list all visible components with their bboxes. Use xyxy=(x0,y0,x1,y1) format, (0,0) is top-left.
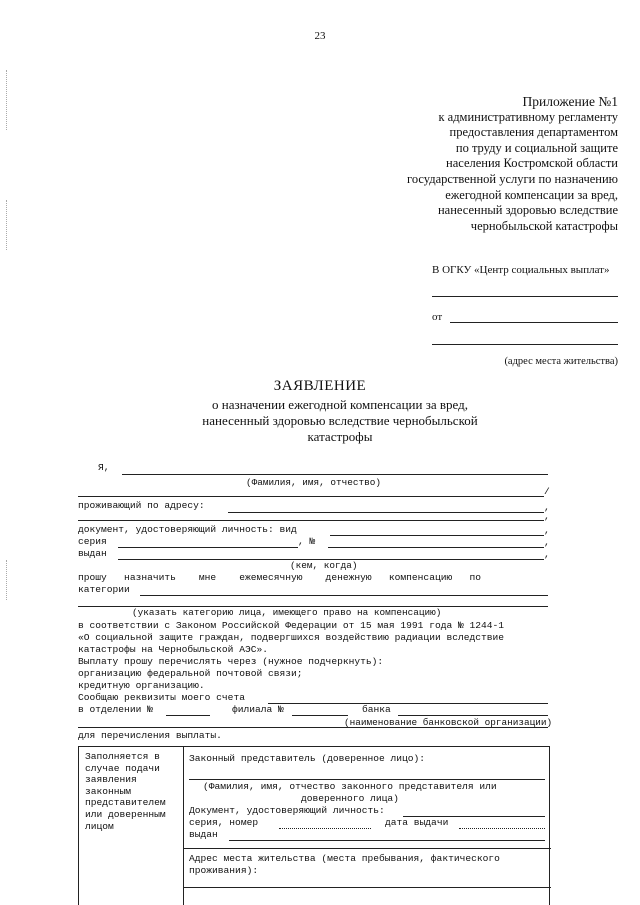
rep-address-line-1: Адрес места жительства (места пребывания, фактического xyxy=(189,853,500,864)
document-type-field[interactable] xyxy=(330,535,544,536)
account-field[interactable] xyxy=(268,703,548,704)
appendix-line: к административному регламенту xyxy=(438,109,618,124)
document-label: документ, удостоверяющий личность: вид xyxy=(78,524,297,535)
subtitle-line: о назначении ежегодной компенсации за вред, xyxy=(212,397,468,412)
filial-field[interactable] xyxy=(292,715,348,716)
rep-issued-label: выдан xyxy=(189,829,218,840)
representative-table xyxy=(78,746,550,905)
category-field[interactable] xyxy=(140,595,548,596)
request-line-1: прошу назначить мне ежемесячную денежную компенсацию по xyxy=(78,572,482,583)
representative-note xyxy=(85,751,179,832)
rep-address-field[interactable] xyxy=(183,887,551,888)
residence-field-line2[interactable] xyxy=(78,520,544,521)
number-field[interactable] xyxy=(328,547,544,548)
addressee-org: В ОГКУ «Центр социальных выплат» xyxy=(432,264,610,276)
bank-field[interactable] xyxy=(398,715,548,716)
appendix-line: населения Костромской области xyxy=(446,156,618,171)
note-line: Заполняется в xyxy=(85,751,160,762)
bank-label: банка xyxy=(362,704,391,715)
appendix-line: государственной услуги по назначению xyxy=(407,171,618,186)
request-line-2: категории xyxy=(78,584,130,595)
bank-caption: (наименование банковской организации) xyxy=(344,717,553,728)
number-label: , № xyxy=(298,536,316,547)
page-number: 23 xyxy=(314,30,326,42)
law-line-1: в соответствии с Законом Российской Федерации от 15 мая 1991 года № 1244-1 xyxy=(78,620,505,631)
note-line: законным xyxy=(85,785,132,797)
rep-fio-field[interactable] xyxy=(189,779,545,780)
address-blank[interactable] xyxy=(432,344,618,345)
rep-date-field[interactable] xyxy=(459,828,545,829)
appendix-line: нанесенный здоровью вследствие xyxy=(437,203,618,218)
branch-field[interactable] xyxy=(166,715,210,716)
law-line-3: катастрофы на Чернобыльской АЭС». xyxy=(78,644,268,655)
from-blank[interactable] xyxy=(450,322,618,323)
margin-mark xyxy=(6,200,7,250)
addressee-blank[interactable] xyxy=(432,296,618,297)
margin-mark xyxy=(6,70,7,130)
address-caption: (адрес места жительства) xyxy=(504,356,618,367)
account-label: Сообщаю реквизиты моего счета xyxy=(78,692,245,703)
payment-method-line: Выплату прошу перечислять через (нужное подчеркнуть): xyxy=(78,656,384,667)
rep-series-field[interactable] xyxy=(279,828,371,829)
fio-field[interactable] xyxy=(122,474,548,475)
address-label: проживающий по адресу: xyxy=(78,500,205,511)
option-credit[interactable]: кредитную организацию. xyxy=(78,680,205,691)
appendix-line: ежегодной компенсации за вред, xyxy=(445,187,618,202)
rep-fio-caption-2: доверенного лица) xyxy=(301,793,399,804)
for-payment-label: для перечисления выплаты. xyxy=(78,730,222,741)
rep-date-label: дата выдачи xyxy=(385,817,449,828)
table-separator xyxy=(183,848,551,849)
series-field[interactable] xyxy=(118,547,298,548)
rep-doc-label: Документ, удостоверяющий личность: xyxy=(189,805,385,816)
branch-label: в отделении № xyxy=(78,704,153,715)
rep-address-line-2: проживания): xyxy=(189,865,259,877)
subtitle-line: нанесенный здоровью вследствие чернобыльской xyxy=(202,413,478,429)
category-caption: (указать категорию лица, имеющего право на компенсацию) xyxy=(132,607,442,618)
from-label: от xyxy=(432,311,443,323)
law-line-2: «О социальной защите граждан, подвергшихся воздействию радиации вследствие xyxy=(78,632,505,643)
fio-field-line2[interactable] xyxy=(78,496,544,497)
note-line: заявления xyxy=(85,774,137,786)
option-post[interactable]: организацию федеральной почтовой связи; xyxy=(78,668,303,679)
appendix-header xyxy=(318,94,618,234)
series-label: серия xyxy=(78,536,107,547)
note-line: лицом xyxy=(85,820,114,832)
issued-caption: (кем, когда) xyxy=(290,560,358,571)
margin-mark xyxy=(6,560,7,600)
document-title: ЗАЯВЛЕНИЕ xyxy=(273,378,367,394)
appendix-line: предоставления департаментом xyxy=(449,125,618,140)
note-line: или доверенным xyxy=(85,808,166,820)
filial-label: филиала № xyxy=(232,704,284,715)
appendix-line: чернобыльской катастрофы xyxy=(470,218,618,233)
note-line: представителем xyxy=(85,797,166,809)
rep-fio-caption-1: (Фамилия, имя, отчество законного представителя или xyxy=(203,781,497,792)
subtitle-line: катастрофы xyxy=(307,429,373,445)
rep-address-block xyxy=(189,853,547,877)
rep-series-label: серия, номер xyxy=(189,817,259,828)
issued-label: выдан xyxy=(78,548,107,559)
fio-caption: (Фамилия, имя, отчество) xyxy=(246,477,382,488)
rep-issued-field[interactable] xyxy=(229,840,545,841)
note-line: случае подачи xyxy=(85,762,160,774)
i-label: Я, xyxy=(98,462,110,473)
residence-field[interactable] xyxy=(228,512,544,513)
legal-rep-label: Законный представитель (доверенное лицо): xyxy=(189,753,426,764)
document-subtitle xyxy=(140,397,540,446)
appendix-line: по труду и социальной защите xyxy=(455,140,618,155)
bank-field-line2[interactable] xyxy=(78,727,548,728)
appendix-line: Приложение №1 xyxy=(522,94,618,109)
